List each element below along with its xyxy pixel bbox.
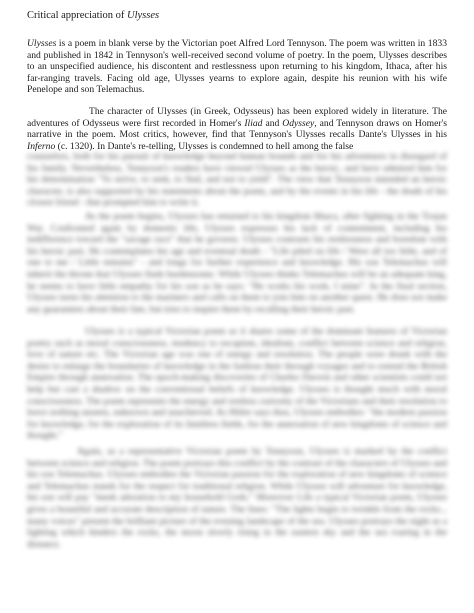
- p2-a: The character of Ulysses (in Greek, Odysseus) has been explored widely in literature. The adventures of Odysseus were first recorded in Homer's: [27, 106, 447, 129]
- paragraph-character: [27, 106, 447, 152]
- document-title: [27, 9, 159, 22]
- blurred-section-2: [27, 326, 447, 442]
- blurred-paragraph-2: Ulysses is a typical Victorian poem as it shares some of the dominant features of Victorian poetry such as moral consciousness, tendency to escapism, idealism, conflict between science and religion, love of nature etc. The Victorian age was one of energy and resolution. The people were drunk with the desire to enlarge the boundaries of knowledge in the fashion their through voyages and to extend the British Empire through annexation. The epoch-making discoveries of Charles Darwin and other scientists could not help but cast a shadow on the conventional beliefs of knowledge. Ulysses is thought much with moral consciousness. The poem represents the energy and restless curiosity of the Victorians and their resolution to leave nothing unseen, unknown and unachieved. As Hitler says thus, Ulysses embodies: "the modern passion for knowledge, for the exploration of its limitless fields, for the annexation of new kingdoms of science and thought.": [27, 326, 447, 442]
- p2-c: , and Tennyson draws on Homer's narrative in the poem. Most critics, however, find that Tennyson's Ulysses recalls Dante's Ulysses in his: [27, 117, 447, 141]
- blurred-paragraph-1: As the poem begins, Ulysses has returned to his kingdom Ithaca, after fighting in the Trojan War. Confronted again by domestic life, Ulysses expresses his lack of contentment, including his indifference toward the "savage race" that he governs. Ulysses contrasts his restlessness and boredom with his heroic past. He contemplates his age and eventual death - "Life piled on life / Were all too little, and of one to me / Little remains" - and longs for further experience and knowledge. His son Telemachus will inherit the throne that Ulysses finds burdensome. While Ulysses thinks Telemachus will be an adequate king, he seems to have little empathy for his son as he says: "He works his work, I mine". In the final section, Ulysses turns his attention to the mariners and calls on them to join him on another quest. He does not make any guarantees about their fate, but tries to inspire them by recalling their heroic past.: [27, 211, 447, 315]
- blurred-paragraph-0: counselors, both for his pursuit of knowledge beyond human bounds and for his adventures in disregard of his family. Nevertheless, Tennyson's readers have viewed Ulysses as the heroic, and have admired him for his determination "To strive, to seek, to find, and not to yield". The view that Tennyson intended an heroic character, is also supported by his statements about the poem, and by the events in his life - the death of his closest friend - that prompted him to write it.: [27, 151, 447, 209]
- p2-d: (c. 1320). In Dante's re-telling, Ulysses is condemned to hell among the false: [55, 140, 354, 152]
- iliad: Iliad: [244, 117, 263, 129]
- inferno: Inferno: [27, 140, 56, 152]
- title-italic: Ulysses: [127, 10, 160, 21]
- odyssey: Odyssey: [282, 117, 315, 129]
- paragraph-intro: [27, 38, 447, 96]
- blurred-section-1: [27, 211, 447, 315]
- p2-b: and: [262, 117, 283, 129]
- blurred-section-3: [27, 446, 447, 550]
- poem-name: Ulysses: [27, 38, 57, 49]
- title-prefix: Critical appreciation of: [27, 10, 128, 21]
- blurred-paragraph-3: Again, as a representative Victorian poem by Tennyson, Ulysses is marked by the conflict between science and religion. The poem portrays this conflict by the contrast of the characters of Ulysses and his son Telemachus. Ulysses embodies the Victorian passion for the exploration of new kingdoms of science and Telemachus stands for the respect for traditional religion. While Ulysses will adventure for knowledge, his son will pay "meek adoration to my household Gods." Moreover Life a typical Victorian poem, Ulysses gives a beautiful and accurate description of nature. The lines: "The lights begin to twinkle from the rocks... many voices" present the brilliant picture of the evening landscape of the sea. Ulysses portrays the night as a lighting which hinders the rocks, the moon slowly rising in the eastern sky and the sea roaring in the distance.: [27, 446, 447, 550]
- intro-text: is a poem in blank verse by the Victorian poet Alfred Lord Tennyson. The poem was written in 1833 and published in 1842 in Tennyson's well-received second volume of poetry. In the poem, Ulysses describes to an unspecified audience, his discontent and restlessness upon returning to his kingdom, Ithaca, after his far-ranging travels. Facing old age, Ulysses yearns to explore again, despite his reunion with his wife Penelope and son Telemachus.: [27, 38, 447, 96]
- blurred-section-0: [27, 151, 447, 209]
